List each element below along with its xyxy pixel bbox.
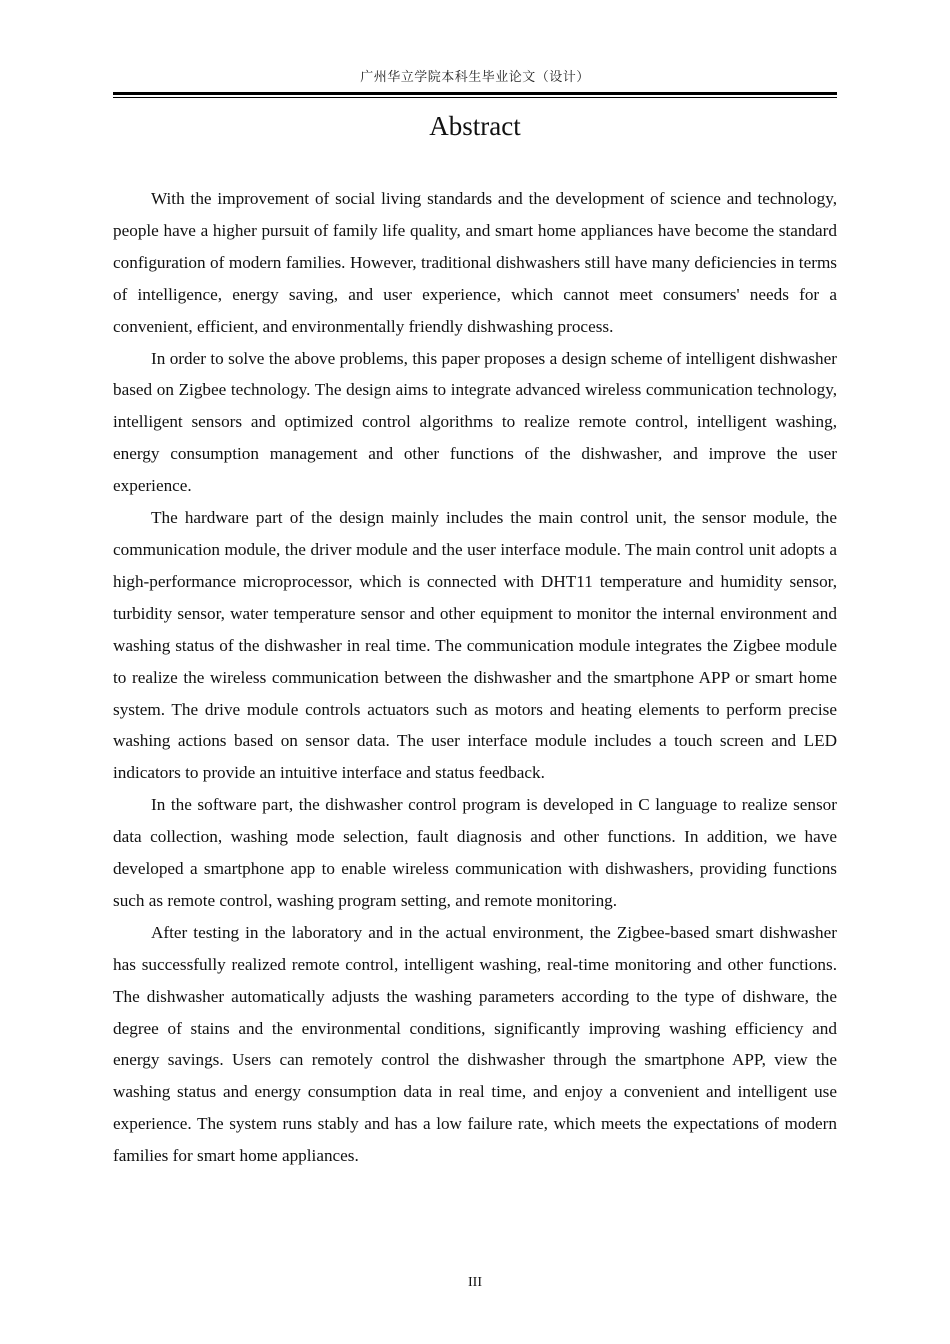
page-title: Abstract (429, 111, 521, 141)
abstract-body (113, 183, 837, 1172)
header-rule-thin (113, 97, 837, 98)
abstract-paragraph-3: The hardware part of the design mainly includes the main control unit, the sensor module, the communication module, the driver module and the user interface module. The main control unit adopts a high-performance microprocessor, which is connected with DHT11 temperature and humidity sensor, turbidity sensor, water temperature sensor and other equipment to monitor the internal environment and washing status of the dishwasher in real time. The communication module integrates the Zigbee module to realize the wireless communication between the dishwasher and the smartphone APP or smart home system. The drive module controls actuators such as motors and heating elements to perform precise washing actions based on sensor data. The user interface module includes a touch screen and LED indicators to provide an intuitive interface and status feedback. (113, 508, 837, 783)
header-rule-thick (113, 92, 837, 95)
running-header: 广州华立学院本科生毕业论文（设计） (360, 69, 590, 84)
abstract-paragraph-2: In order to solve the above problems, this paper proposes a design scheme of intelligent dishwasher based on Zigbee technology. The design aims to integrate advanced wireless communication technology, intelligent sensors and optimized control algorithms to realize remote control, intelligent washing, energy consumption management and other functions of the dishwasher, and improve the user experience. (113, 348, 837, 496)
abstract-paragraph-4: In the software part, the dishwasher control program is developed in C language to realize sensor data collection, washing mode selection, fault diagnosis and other functions. In addition, we have developed a smartphone app to enable wireless communication with dishwashers, providing functions such as remote control, washing program setting, and remote monitoring. (113, 795, 837, 910)
abstract-paragraph-5: After testing in the laboratory and in the actual environment, the Zigbee-based smart dishwasher has successfully realized remote control, intelligent washing, real-time monitoring and other functions. The dishwasher automatically adjusts the washing parameters according to the type of dishware, the degree of stains and the environmental conditions, significantly improving washing efficiency and energy savings. Users can remotely control the dishwasher through the smartphone APP, view the washing status and energy consumption data in real time, and enjoy a convenient and intelligent use experience. The system runs stably and has a low failure rate, which meets the expectations of modern families for smart home appliances. (113, 922, 837, 1166)
page-number: III (468, 1275, 482, 1290)
abstract-paragraph-1: With the improvement of social living standards and the development of science and technology, people have a higher pursuit of family life quality, and smart home appliances have become the standard configuration of modern families. However, traditional dishwashers still have many deficiencies in terms of intelligence, energy saving, and user experience, which cannot meet consumers' needs for a convenient, efficient, and environmentally friendly dishwashing process. (113, 189, 837, 336)
